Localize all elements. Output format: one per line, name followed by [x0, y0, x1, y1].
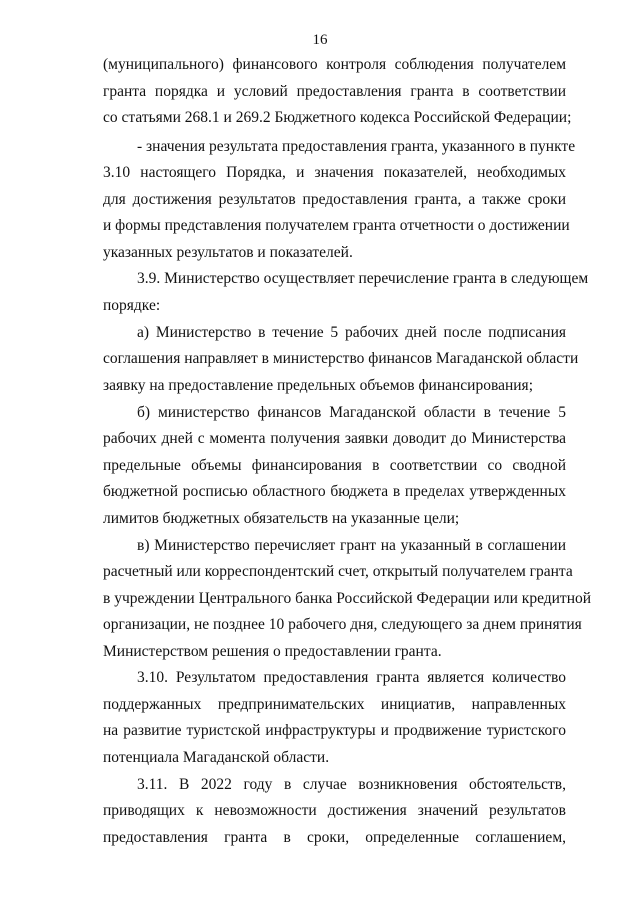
text-line: (муниципального) финансового контроля соблюдения получателем [103, 56, 566, 73]
text-line: указанных результатов и показателей. [103, 244, 353, 261]
text-line: 3.9. Министерство осуществляет перечисление гранта в следующем [137, 270, 589, 287]
text-line: б) министерство финансов Магаданской области в течение 5 [137, 404, 566, 421]
text-line: организации, не позднее 10 рабочего дня, следующего за днем принятия [103, 616, 582, 633]
text-line: в учреждении Центрального банка Российской Федерации или кредитной [103, 590, 592, 607]
text-line: рабочих дней с момента получения заявки доводит до Министерства [103, 430, 566, 447]
text-line: со статьями 268.1 и 269.2 Бюджетного кодекса Российской Федерации; [103, 109, 572, 126]
text-line: на развитие туристской инфраструктуры и продвижение туристского [103, 722, 566, 739]
text-line: лимитов бюджетных обязательств на указанные цели; [103, 510, 460, 527]
text-line: приводящих к невозможности достижения значений результатов [103, 802, 566, 819]
text-line: предельные объемы финансирования в соответствии со сводной [103, 457, 566, 474]
text-line: соглашения направляет в министерство финансов Магаданской области [103, 350, 579, 367]
text-line: а) Министерство в течение 5 рабочих дней после подписания [137, 324, 566, 341]
text-line: предоставления гранта в сроки, определенные соглашением, [103, 829, 566, 846]
text-line: гранта порядка и условий предоставления гранта в соответствии [103, 83, 566, 100]
text-line: порядке: [103, 297, 161, 314]
text-line: 3.10. Результатом предоставления гранта является количество [137, 669, 566, 686]
text-line: потенциала Магаданской области. [103, 749, 330, 766]
text-line: в) Министерство перечисляет грант на указанный в соглашении [137, 537, 566, 554]
text-line: для достижения результатов предоставления гранта, а также сроки [103, 191, 566, 208]
text-line: 3.11. В 2022 году в случае возникновения обстоятельств, [137, 776, 566, 793]
text-line: и формы представления получателем гранта отчетности о достижении [103, 217, 570, 234]
text-line: расчетный или корреспондентский счет, открытый получателем гранта [103, 563, 573, 580]
text-line: поддержанных предпринимательских инициатив, направленных [103, 696, 566, 713]
text-line: заявку на предоставление предельных объемов финансирования; [103, 377, 533, 394]
text-line: 3.10 настоящего Порядка, и значения показателей, необходимых [103, 164, 566, 181]
text-line: бюджетной росписью областного бюджета в пределах утвержденных [103, 483, 566, 500]
page-number: 16 [312, 32, 328, 48]
text-line: Министерством решения о предоставлении гранта. [103, 643, 442, 660]
text-line: - значения результата предоставления гранта, указанного в пункте [137, 138, 576, 155]
